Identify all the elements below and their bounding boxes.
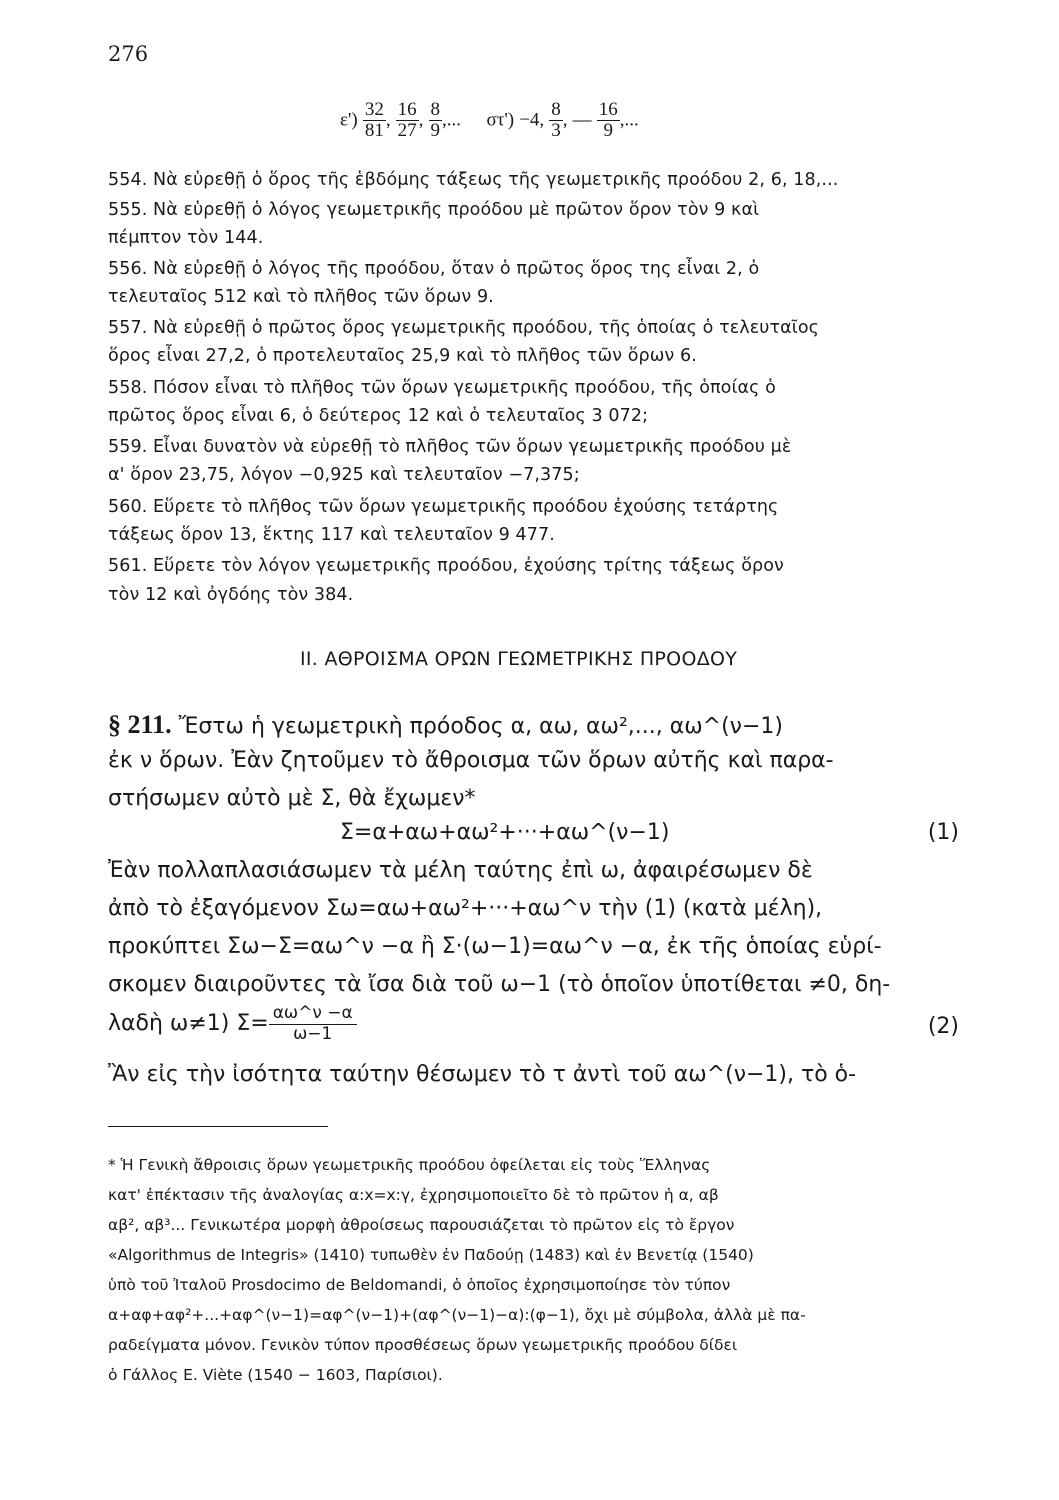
fraction-8-3 (549, 100, 563, 141)
problem-555-line1: 555. Νὰ εὑρεθῇ ὁ λόγος γεωμετρικῆς προόδου μὲ πρῶτον ὅρον τὸν 9 καὶ (108, 200, 760, 220)
body-line-1 (108, 710, 960, 740)
equation-1-number: (1) (927, 820, 959, 845)
sequence-row: ε') $\frac{32}{81}$ , $\frac{16}{27}$ , $\frac{8}{9}$ ,... στ') −4, $\frac{8}{3}$ , — $\frac{16}{9}$ ,... (340, 99, 639, 141)
fraction-32-81 (363, 100, 386, 141)
body-line-3: στήσωμεν αὐτὸ μὲ Σ, θὰ ἔχωμεν* (108, 786, 476, 811)
sequence-st-first: −4, (519, 109, 545, 131)
problem-560-line2: τάξεως ὅρον 13, ἕκτης 117 καὶ τελευταῖον 9 477. (108, 525, 555, 545)
sequence-st-minus: — (572, 109, 592, 131)
sequence-st-tail: ,... (619, 109, 639, 131)
body-line-5: ἀπὸ τὸ ἐξαγόμενον Σω=αω+αω²+···+αω^ν τὴν (1) (κατὰ μέλη), (108, 896, 823, 921)
equation-2-denominator: ω−1 (293, 1023, 333, 1044)
problem-559-line1: 559. Εἶναι δυνατὸν νὰ εὑρεθῇ τὸ πλῆθος τῶν ὅρων γεωμετρικῆς προόδου μὲ (108, 437, 792, 457)
footnote-line-2: κατ' ἐπέκτασιν τῆς ἀναλογίας α:x=x:γ, ἐχρησιμοποιεῖτο δὲ τὸ πρῶτον ἡ α, αβ (108, 1186, 719, 1204)
body-line-4: Ἐὰν πολλαπλασιάσωμεν τὰ μέλη ταύτης ἐπὶ ω, ἀφαιρέσωμεν δὲ (108, 858, 813, 883)
problem-556-line1: 556. Νὰ εὑρεθῇ ὁ λόγος τῆς προόδου, ὅταν ὁ πρῶτος ὅρος της εἶναι 2, ὁ (108, 259, 760, 279)
fraction-16-27 (396, 100, 419, 141)
problem-557-line1: 557. Νὰ εὑρεθῇ ὁ πρῶτος ὅρος γεωμετρικῆς προόδου, τῆς ὁποίας ὁ τελευταῖος (108, 318, 819, 338)
fraction-16-9 (597, 100, 620, 141)
problem-554: 554. Νὰ εὑρεθῇ ὁ ὅρος τῆς ἑβδόμης τάξεως τῆς γεωμετρικῆς προόδου 2, 6, 18,... (108, 170, 839, 190)
footnote-line-4: «Algorithmus de Integris» (1410) τυπωθὲν ἐν Παδούῃ (1483) καὶ ἐν Βενετίᾳ (1540) (108, 1246, 754, 1264)
numerator: 16 (397, 99, 417, 120)
body-line-1-text: Ἔστω ἡ γεωμετρικὴ πρόοδος α, αω, αω²,..., αω^(ν−1) (178, 714, 783, 739)
equation-2-numerator: αω^ν −α (269, 1004, 357, 1025)
footnote-line-8: ὁ Γάλλος Ε. Viète (1540 − 1603, Παρίσιοι). (108, 1366, 443, 1384)
problem-555-line2: πέμπτον τὸν 144. (108, 228, 264, 248)
footnote-line-6: α+αφ+αφ²+...+αφ^(ν−1)=αφ^(ν−1)+(αφ^(ν−1)−α):(φ−1), ὄχι μὲ σύμβολα, ἀλλὰ μὲ πα- (108, 1306, 806, 1324)
fraction-8-9 (429, 100, 443, 141)
body-line-6: προκύπτει Σω−Σ=αω^ν −α ἢ Σ·(ω−1)=αω^ν −α, ἐκ τῆς ὁποίας εὑρί- (108, 934, 882, 959)
footnote-line-5: ὑπὸ τοῦ Ἰταλοῦ Prosdocimo de Beldomandi, ὁ ὁποῖος ἐχρησιμοποίησε τὸν τύπον (108, 1276, 731, 1294)
footnote-line-7: ραδείγματα μόνον. Γενικὸν τύπον προσθέσεως ὅρων γεωμετρικῆς προόδου δίδει (108, 1336, 738, 1354)
sequence-e-label: ε') (340, 109, 358, 131)
footnote-rule (108, 1126, 328, 1127)
numerator: 32 (364, 99, 384, 120)
problem-558-line1: 558. Πόσον εἶναι τὸ πλῆθος τῶν ὅρων γεωμετρικῆς προόδου, τῆς ὁποίας ὁ (108, 378, 776, 398)
body-line-8 (108, 1004, 960, 1044)
denominator: 81 (364, 119, 384, 141)
numerator: 8 (551, 99, 561, 120)
section-number: § 211. (108, 710, 172, 739)
numerator: 16 (598, 99, 618, 120)
body-line-8-text: λαδὴ ω≠1) Σ= (108, 1011, 269, 1037)
body-line-2: ἐκ ν ὅρων. Ἐὰν ζητοῦμεν τὸ ἄθροισμα τῶν ὅρων αὐτῆς καὶ παρα- (108, 748, 834, 773)
sequence-st-label: στ') (486, 109, 515, 131)
equation-1: Σ=α+αω+αω²+···+αω^(ν−1) (340, 820, 670, 845)
problem-556-line2: τελευταῖος 512 καὶ τὸ πλῆθος τῶν ὅρων 9. (108, 287, 494, 307)
numerator: 8 (430, 99, 441, 120)
problem-561-line1: 561. Εὕρετε τὸν λόγον γεωμετρικῆς προόδου, ἐχούσης τρίτης τάξεως ὅρον (108, 556, 784, 576)
footnote-line-1: * Ἡ Γενικὴ ἄθροισις ὅρων γεωμετρικῆς προόδου ὀφείλεται εἰς τοὺς Ἕλληνας (108, 1156, 711, 1174)
equation-2-fraction (269, 1004, 357, 1044)
denominator: 27 (397, 119, 417, 141)
body-line-7: σκομεν διαιροῦντες τὰ ἴσα διὰ τοῦ ω−1 (τὸ ὁποῖον ὑποτίθεται ≠0, δη- (108, 972, 891, 997)
problem-557-line2: ὅρος εἶναι 27,2, ὁ προτελευταῖος 25,9 καὶ τὸ πλῆθος τῶν ὅρων 6. (108, 346, 697, 366)
body-line-9: Ἂν εἰς τὴν ἰσότητα ταύτην θέσωμεν τὸ τ ἀντὶ τοῦ αω^(ν−1), τὸ ὁ- (108, 1062, 857, 1087)
problem-561-line2: τὸν 12 καὶ ὀγδόης τὸν 384. (108, 585, 354, 605)
denominator: 9 (430, 119, 441, 141)
denominator: 9 (603, 119, 613, 141)
problem-558-line2: πρῶτος ὅρος εἶναι 6, ὁ δεύτερος 12 καὶ ὁ τελευταῖος 3 072; (108, 406, 649, 426)
problem-559-line2: α' ὅρον 23,75, λόγον −0,925 καὶ τελευταῖον −7,375; (108, 465, 580, 485)
problem-560-line1: 560. Εὕρετε τὸ πλῆθος τῶν ὅρων γεωμετρικῆς προόδου ἐχούσης τετάρτης (108, 497, 779, 517)
page-number: 276 (108, 42, 149, 66)
equation-2-number: (2) (927, 1014, 959, 1039)
denominator: 3 (551, 119, 561, 141)
sequence-e-tail: ,... (442, 109, 462, 131)
footnote-line-3: αβ², αβ³... Γενικωτέρα μορφὴ ἀθροίσεως παρουσιάζεται τὸ πρῶτον εἰς τὸ ἔργον (108, 1216, 735, 1234)
section-heading: II. ΑΘΡΟΙΣΜΑ ΟΡΩΝ ΓΕΩΜΕΤΡΙΚΗΣ ΠΡΟΟΔΟΥ (300, 648, 738, 670)
